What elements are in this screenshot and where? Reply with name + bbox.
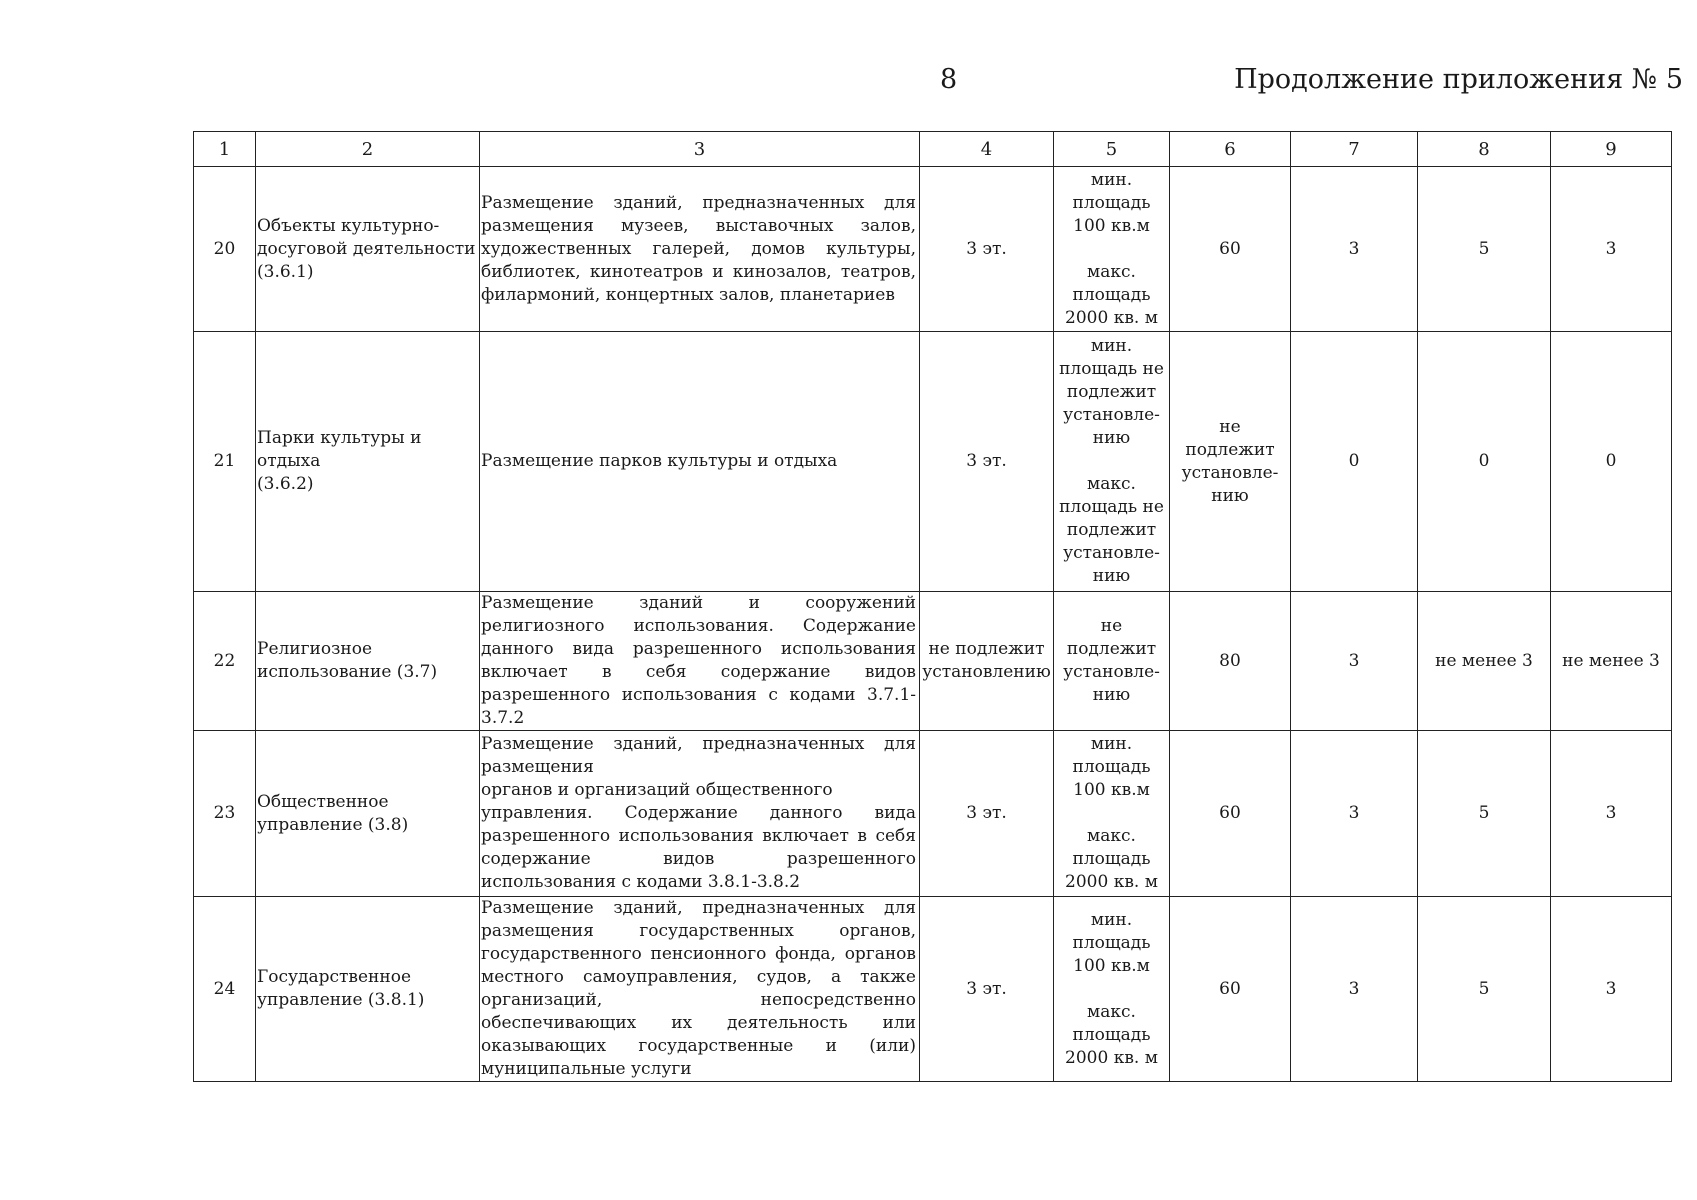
- col9-cell: 3: [1551, 167, 1672, 332]
- column-header: 6: [1170, 132, 1291, 167]
- col8-cell: 5: [1418, 167, 1551, 332]
- land-use-table: [193, 131, 1672, 1082]
- table-row: [194, 731, 1672, 897]
- column-header: 2: [256, 132, 480, 167]
- col7-cell: 3: [1291, 592, 1418, 731]
- column-header: 9: [1551, 132, 1672, 167]
- table-row: [194, 592, 1672, 731]
- area-cell: мин. площадь 100 кв.м макс. площадь 2000 кв. м: [1054, 731, 1170, 897]
- floors-cell: 3 эт.: [920, 897, 1054, 1082]
- col9-cell: 3: [1551, 897, 1672, 1082]
- page-header-title: Продолжение приложения № 5: [1234, 64, 1683, 95]
- use-type-name: Парки культуры и отдыха (3.6.2): [256, 332, 480, 592]
- column-header: 8: [1418, 132, 1551, 167]
- use-description: Размещение зданий, предназначенных для размещения государственных органов, государственного пенсионного фонда, органов местного самоуправления, судов, а также организаций, непосредственно обеспечивающих их деятельность или оказывающих государственные и (или) муниципальные услуги: [480, 897, 920, 1082]
- row-number: 24: [194, 897, 256, 1082]
- column-header: 3: [480, 132, 920, 167]
- col6-cell: 60: [1170, 167, 1291, 332]
- area-cell: мин. площадь не подлежит установле- нию макс. площадь не подлежит установле- нию: [1054, 332, 1170, 592]
- floors-cell: 3 эт.: [920, 731, 1054, 897]
- page-number: 8: [940, 64, 958, 95]
- col6-cell: 60: [1170, 731, 1291, 897]
- use-description: Размещение парков культуры и отдыха: [480, 332, 920, 592]
- use-type-name: Общественное управление (3.8): [256, 731, 480, 897]
- table-row: [194, 332, 1672, 592]
- row-number: 21: [194, 332, 256, 592]
- floors-cell: 3 эт.: [920, 167, 1054, 332]
- col7-cell: 3: [1291, 897, 1418, 1082]
- col6-cell: 60: [1170, 897, 1291, 1082]
- use-type-name: Объекты культурно-досуговой деятельности (3.6.1): [256, 167, 480, 332]
- use-description: Размещение зданий и сооружений религиозного использования. Содержание данного вида разрешенного использования включает в себя содержание видов разрешенного использования с кодами 3.7.1-3.7.2: [480, 592, 920, 731]
- use-type-name: Религиозное использование (3.7): [256, 592, 480, 731]
- use-description: Размещение зданий, предназначенных для размещения органов и организаций общественного управления. Содержание данного вида разрешенного использования включает в себя содержание видов разрешенного использования с кодами 3.8.1-3.8.2: [480, 731, 920, 897]
- table-row: [194, 897, 1672, 1082]
- column-header: 5: [1054, 132, 1170, 167]
- table-header-row: [194, 132, 1672, 167]
- table-row: [194, 167, 1672, 332]
- use-description: Размещение зданий, предназначенных для размещения музеев, выставочных залов, художественных галерей, домов культуры, библиотек, кинотеатров и кинозалов, театров, филармоний, концертных залов, планетариев: [480, 167, 920, 332]
- col8-cell: не менее 3: [1418, 592, 1551, 731]
- col7-cell: 0: [1291, 332, 1418, 592]
- col9-cell: не менее 3: [1551, 592, 1672, 731]
- col6-cell: не подлежит установле- нию: [1170, 332, 1291, 592]
- col9-cell: 3: [1551, 731, 1672, 897]
- floors-cell: не подлежит установлению: [920, 592, 1054, 731]
- column-header: 4: [920, 132, 1054, 167]
- col9-cell: 0: [1551, 332, 1672, 592]
- col8-cell: 0: [1418, 332, 1551, 592]
- column-header: 7: [1291, 132, 1418, 167]
- floors-cell: 3 эт.: [920, 332, 1054, 592]
- row-number: 20: [194, 167, 256, 332]
- row-number: 23: [194, 731, 256, 897]
- area-cell: не подлежит установле- нию: [1054, 592, 1170, 731]
- col8-cell: 5: [1418, 731, 1551, 897]
- area-cell: мин. площадь 100 кв.м макс. площадь 2000 кв. м: [1054, 897, 1170, 1082]
- col7-cell: 3: [1291, 731, 1418, 897]
- col8-cell: 5: [1418, 897, 1551, 1082]
- area-cell: мин. площадь 100 кв.м макс. площадь 2000 кв. м: [1054, 167, 1170, 332]
- col6-cell: 80: [1170, 592, 1291, 731]
- col7-cell: 3: [1291, 167, 1418, 332]
- column-header: 1: [194, 132, 256, 167]
- row-number: 22: [194, 592, 256, 731]
- use-type-name: Государственное управление (3.8.1): [256, 897, 480, 1082]
